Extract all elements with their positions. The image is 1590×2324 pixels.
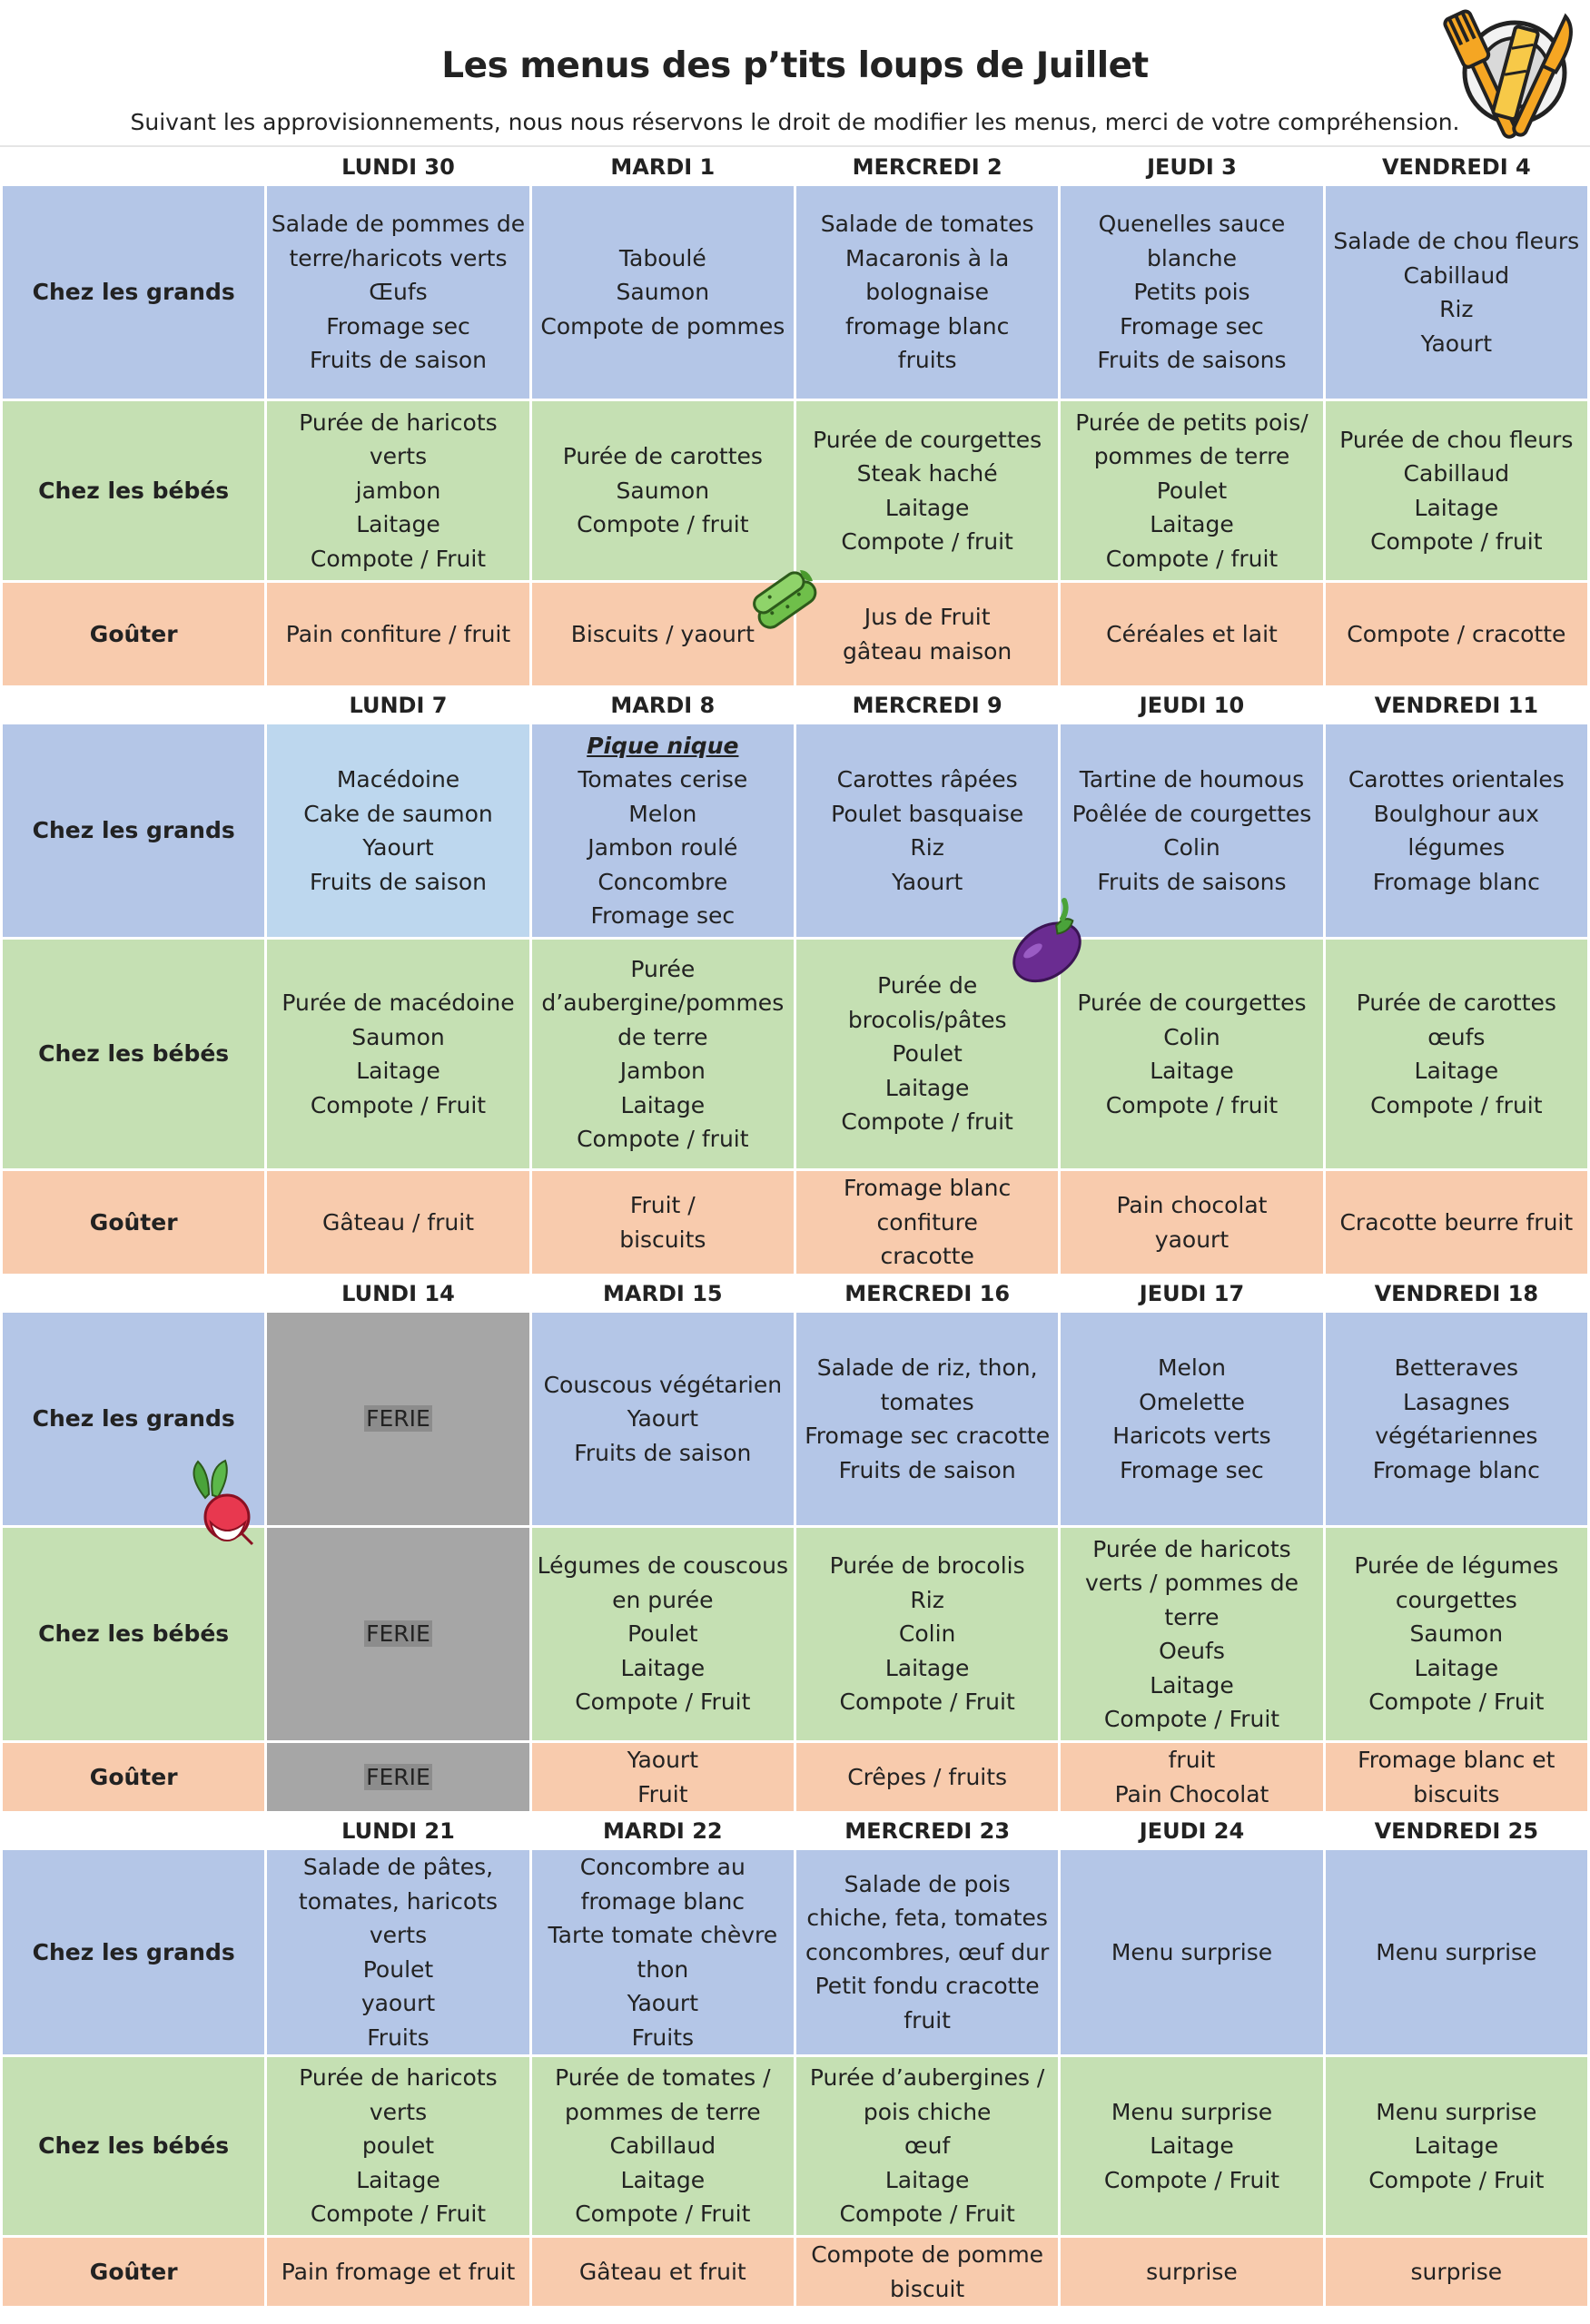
menu-cell: Purée de petits pois/ pommes de terre Poulet Laitage Compote / fruit (1061, 401, 1322, 580)
day-header: MERCREDI 2 (796, 150, 1058, 183)
menu-cell: Tartine de houmous Poêlée de courgettes Colin Fruits de saisons (1061, 724, 1322, 937)
menu-cell: Fromage blanc confiture cracotte (796, 1171, 1058, 1274)
corner-cell (3, 1276, 264, 1310)
row-label-grands: Chez les grands (3, 1850, 264, 2054)
week-3-days (3, 1276, 1587, 1310)
week-1-days (3, 150, 1587, 183)
menu-cell: Salade de chou fleurs Cabillaud Riz Yaourt (1326, 186, 1587, 399)
row-label-bebes: Chez les bébés (3, 2057, 264, 2235)
week-1-bebes-row (3, 401, 1587, 580)
day-header: MARDI 1 (532, 150, 794, 183)
menu-cell-pique-nique (532, 724, 794, 937)
week-3-gouter-row (3, 1743, 1587, 1811)
menu-cell: Purée d’aubergine/pommes de terre Jambon Laitage Compote / fruit (532, 940, 794, 1168)
menu-cell: Compote de pomme biscuit (796, 2238, 1058, 2306)
day-header: LUNDI 30 (267, 150, 528, 183)
day-header: JEUDI 3 (1061, 150, 1322, 183)
row-label-grands: Chez les grands (3, 186, 264, 399)
row-label-grands: Chez les grands (3, 1313, 264, 1525)
menu-cell: fruit Pain Chocolat (1061, 1743, 1322, 1811)
menu-cell: Salade de pâtes, tomates, haricots verts Poulet yaourt Fruits (267, 1850, 528, 2054)
day-header: MARDI 8 (532, 688, 794, 722)
menu-cell: Carottes orientales Boulghour aux légumes Fromage blanc (1326, 724, 1587, 937)
menu-cell: Macédoine Cake de saumon Yaourt Fruits de saison (267, 724, 528, 937)
menu-cell: Cracotte beurre fruit (1326, 1171, 1587, 1274)
menu-cell: Salade de pommes de terre/haricots verts Œufs Fromage sec Fruits de saison (267, 186, 528, 399)
menu-cell: Gâteau et fruit (532, 2238, 794, 2306)
menu-cell: Yaourt Fruit (532, 1743, 794, 1811)
cutlery-plate-icon (1433, 0, 1587, 150)
week-2-grands-row (3, 724, 1587, 937)
week-1-grands-row (3, 186, 1587, 399)
week-2-bebes-row (3, 940, 1587, 1168)
eggplant-icon (1001, 897, 1086, 988)
menu-cell: Purée de haricots verts / pommes de terre Oeufs Laitage Compote / Fruit (1061, 1528, 1322, 1740)
menu-cell: surprise (1061, 2238, 1322, 2306)
menu-cell: Céréales et lait (1061, 583, 1322, 685)
row-label-bebes: Chez les bébés (3, 940, 264, 1168)
row-label-gouter: Goûter (3, 1171, 264, 1274)
menu-text: Tomates cerise Melon Jambon roulé Concombre Fromage sec (578, 766, 748, 929)
menu-cell: Purée de brocolis Riz Colin Laitage Compote / Fruit (796, 1528, 1058, 1740)
pique-nique-label: Pique nique (587, 732, 739, 759)
day-header: MERCREDI 23 (796, 1814, 1058, 1847)
radish-icon (178, 1457, 260, 1548)
menu-cell: Fruit / biscuits (532, 1171, 794, 1274)
menu-cell: Carottes râpées Poulet basquaise Riz Yaourt (796, 724, 1058, 937)
menu-cell: Crêpes / fruits (796, 1743, 1058, 1811)
row-label-gouter: Goûter (3, 2238, 264, 2306)
menu-cell: Purée de courgettes Colin Laitage Compote / fruit (1061, 940, 1322, 1168)
day-header: VENDREDI 4 (1326, 150, 1587, 183)
menu-cell: Salade de tomates Macaronis à la bolognaise fromage blanc fruits (796, 186, 1058, 399)
row-label-bebes: Chez les bébés (3, 1528, 264, 1740)
menu-cell: Purée de haricots verts jambon Laitage Compote / Fruit (267, 401, 528, 580)
menu-cell: Betteraves Lasagnes végétariennes Fromage blanc (1326, 1313, 1587, 1525)
menu-cell: Gâteau / fruit (267, 1171, 528, 1274)
menu-cell: Quenelles sauce blanche Petits pois Fromage sec Fruits de saisons (1061, 186, 1322, 399)
menu-cell: Pain chocolat yaourt (1061, 1171, 1322, 1274)
menu-cell: Purée de haricots verts poulet Laitage Compote / Fruit (267, 2057, 528, 2235)
day-header: LUNDI 7 (267, 688, 528, 722)
week-3-bebes-row (3, 1528, 1587, 1740)
menu-cell: Pain confiture / fruit (267, 583, 528, 685)
corner-cell (3, 688, 264, 722)
menu-cell: Pain fromage et fruit (267, 2238, 528, 2306)
menu-cell: Salade de pois chiche, feta, tomates concombres, œuf dur Petit fondu cracotte fruit (796, 1850, 1058, 2054)
menu-cell: Purée de macédoine Saumon Laitage Compote / Fruit (267, 940, 528, 1168)
ferie-cell (267, 1313, 528, 1525)
page-title: Les menus des p’tits loups de Juillet (441, 45, 1149, 86)
ferie-label: FERIE (366, 1405, 430, 1433)
menu-cell: surprise (1326, 2238, 1587, 2306)
day-header: VENDREDI 18 (1326, 1276, 1587, 1310)
menu-cell: Salade de riz, thon, tomates Fromage sec cracotte Fruits de saison (796, 1313, 1058, 1525)
menu-cell: Couscous végétarien Yaourt Fruits de saison (532, 1313, 794, 1525)
day-header: JEUDI 17 (1061, 1276, 1322, 1310)
day-header: MARDI 15 (532, 1276, 794, 1310)
day-header: VENDREDI 25 (1326, 1814, 1587, 1847)
menu-cell: Purée d’aubergines / pois chiche œuf Laitage Compote / Fruit (796, 2057, 1058, 2235)
ferie-label: FERIE (366, 1620, 430, 1648)
page-subtitle: Suivant les approvisionnements, nous nous réservons le droit de modifier les menus, merci de votre compréhension. (130, 109, 1460, 135)
row-label-bebes: Chez les bébés (3, 401, 264, 580)
menu-cell: Purée de tomates / pommes de terre Cabillaud Laitage Compote / Fruit (532, 2057, 794, 2235)
ferie-cell (267, 1528, 528, 1740)
day-header: JEUDI 10 (1061, 688, 1322, 722)
menu-cell: Biscuits / yaourt (532, 583, 794, 685)
corner-cell (3, 1814, 264, 1847)
menu-cell: Purée de chou fleurs Cabillaud Laitage Compote / fruit (1326, 401, 1587, 580)
week-2-days (3, 688, 1587, 722)
week-4-grands-row (3, 1850, 1587, 2054)
menu-cell: Menu surprise Laitage Compote / Fruit (1061, 2057, 1322, 2235)
corner-cell (3, 150, 264, 183)
menu-cell: Fromage blanc et biscuits (1326, 1743, 1587, 1811)
ferie-label: FERIE (366, 1763, 430, 1790)
row-label-gouter: Goûter (3, 583, 264, 685)
menu-cell: Melon Omelette Haricots verts Fromage sec (1061, 1313, 1322, 1525)
menu-cell: Compote / cracotte (1326, 583, 1587, 685)
menu-cell: Taboulé Saumon Compote de pommes (532, 186, 794, 399)
menu-cell: Purée de carottes Saumon Compote / fruit (532, 401, 794, 580)
week-4-days (3, 1814, 1587, 1847)
day-header: MERCREDI 16 (796, 1276, 1058, 1310)
row-label-gouter: Goûter (3, 1743, 264, 1811)
menu-cell: Concombre au fromage blanc Tarte tomate chèvre thon Yaourt Fruits (532, 1850, 794, 2054)
day-header: MERCREDI 9 (796, 688, 1058, 722)
menu-table (0, 147, 1590, 2309)
day-header: MARDI 22 (532, 1814, 794, 1847)
menu-cell: Légumes de couscous en purée Poulet Laitage Compote / Fruit (532, 1528, 794, 1740)
week-4-gouter-row (3, 2238, 1587, 2306)
menu-cell: Menu surprise Laitage Compote / Fruit (1326, 2057, 1587, 2235)
menu-cell: Purée de courgettes Steak haché Laitage Compote / fruit (796, 401, 1058, 580)
day-header: VENDREDI 11 (1326, 688, 1587, 722)
menu-cell: Purée de brocolis/pâtes Poulet Laitage Compote / fruit (796, 940, 1058, 1168)
menu-cell: Menu surprise (1061, 1850, 1322, 2054)
row-label-grands: Chez les grands (3, 724, 264, 937)
menu-cell: Jus de Fruit gâteau maison (796, 583, 1058, 685)
week-2-gouter-row (3, 1171, 1587, 1274)
day-header: JEUDI 24 (1061, 1814, 1322, 1847)
ferie-cell (267, 1743, 528, 1811)
menu-cell: Menu surprise (1326, 1850, 1587, 2054)
cucumber-icon (750, 563, 825, 646)
menu-cell: Purée de légumes courgettes Saumon Laitage Compote / Fruit (1326, 1528, 1587, 1740)
day-header: LUNDI 14 (267, 1276, 528, 1310)
day-header: LUNDI 21 (267, 1814, 528, 1847)
week-4-bebes-row (3, 2057, 1587, 2235)
menu-cell: Purée de carottes œufs Laitage Compote / fruit (1326, 940, 1587, 1168)
